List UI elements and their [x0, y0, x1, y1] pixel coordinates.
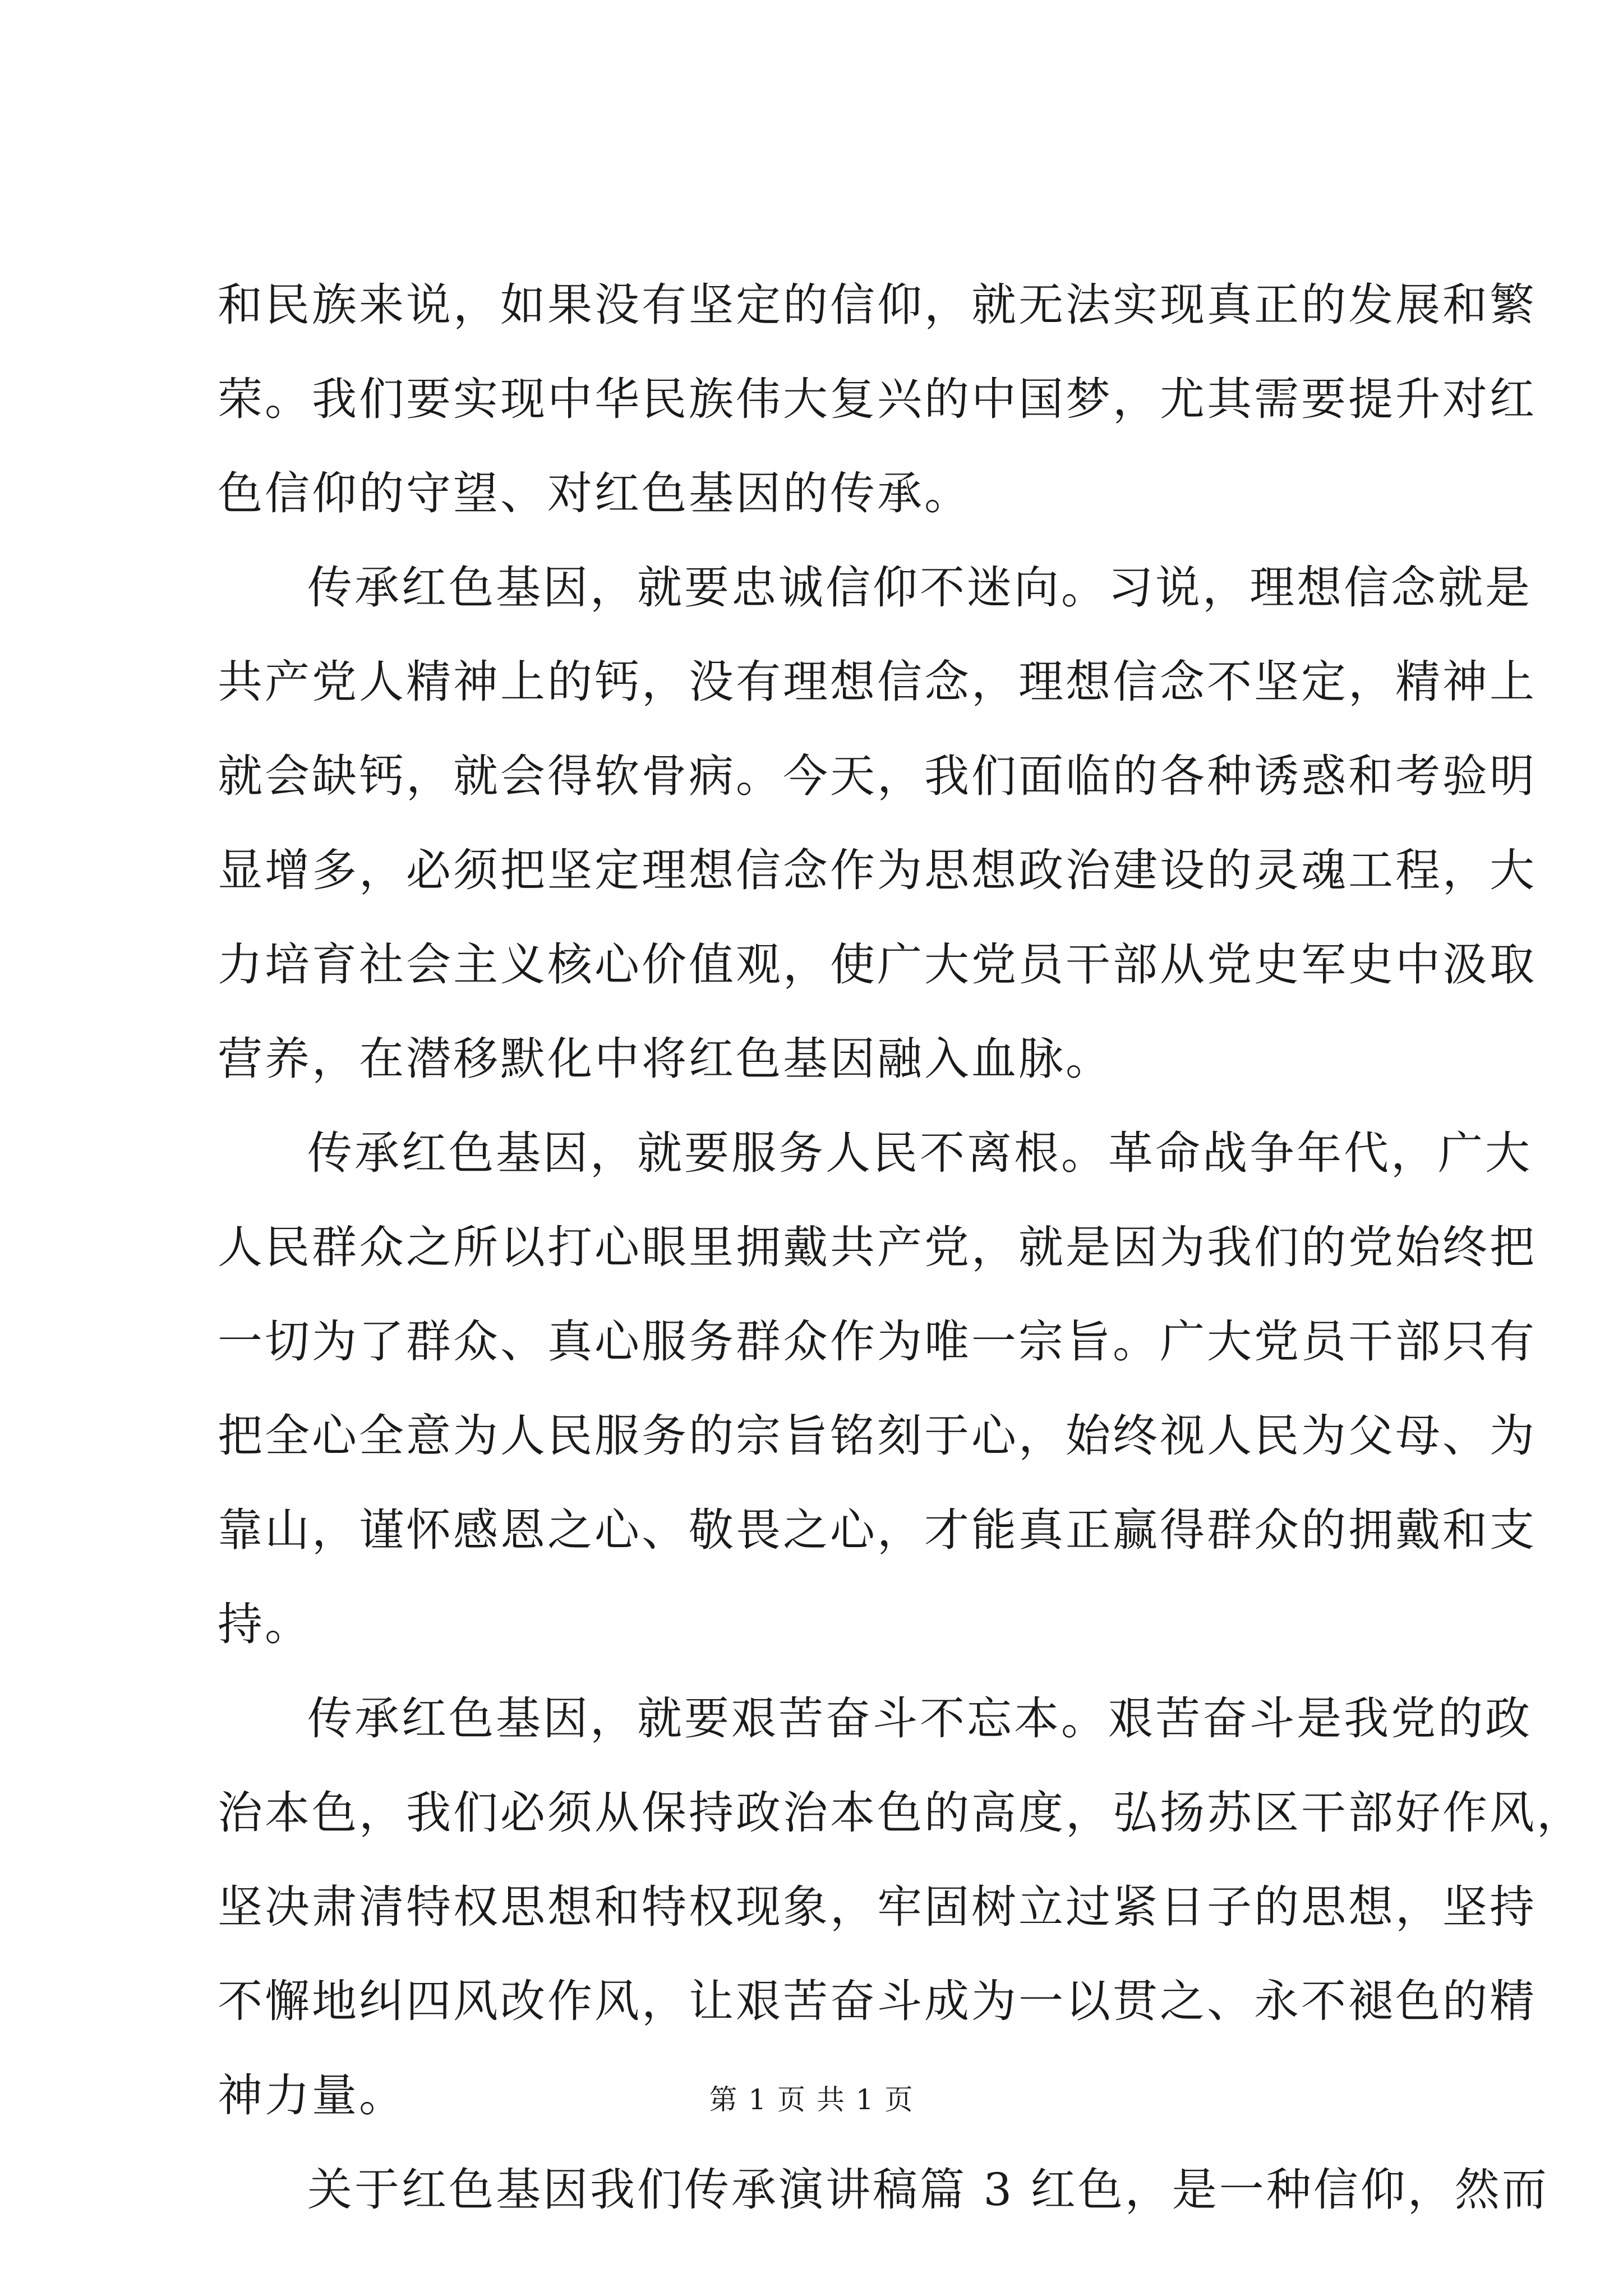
text-line: 营养，在潜移默化中将红色基因融入血脉。 — [218, 1033, 1113, 1085]
text-line: 把全心全意为人民服务的宗旨铭刻于心，始终视人民为父母、为 — [218, 1410, 1537, 1462]
paragraph-start-line: 传承红色基因，就要艰苦奋斗不忘本。艰苦奋斗是我党的政 — [307, 1692, 1532, 1745]
text-line: 显增多，必须把坚定理想信念作为思想政治建设的灵魂工程，大 — [218, 844, 1537, 896]
text-line: 色信仰的守望、对红色基因的传承。 — [218, 467, 971, 519]
text-line: 荣。我们要实现中华民族伟大复兴的中国梦，尤其需要提升对红 — [218, 373, 1537, 425]
text-line: 和民族来说，如果没有坚定的信仰，就无法实现真正的发展和繁 — [218, 279, 1537, 331]
text-line: 力培育社会主义核心价值观，使广大党员干部从党史军史中汲取 — [218, 938, 1537, 991]
page-number-footer: 第 1 页 共 1 页 — [709, 2083, 914, 2116]
text-line: 持。 — [218, 1598, 312, 1650]
text-line: 坚决肃清特权思想和特权现象，牢固树立过紧日子的思想，坚持 — [218, 1881, 1537, 1933]
text-line: 神力量。 — [218, 2069, 406, 2122]
text-line: 共产党人精神上的钙，没有理想信念，理想信念不坚定，精神上 — [218, 656, 1537, 708]
text-line: 靠山，谨怀感恩之心、敬畏之心，才能真正赢得群众的拥戴和支 — [218, 1504, 1537, 1556]
body-text — [218, 258, 1584, 2237]
text-line: 一切为了群众、真心服务群众作为唯一宗旨。广大党员干部只有 — [218, 1315, 1537, 1368]
text-line: 就会缺钙，就会得软骨病。今天，我们面临的各种诱惑和考验明 — [218, 750, 1537, 802]
paragraph-start-line: 传承红色基因，就要服务人民不离根。革命战争年代，广大 — [307, 1127, 1532, 1179]
paragraph-start-line: 关于红色基因我们传承演讲稿篇 3 红色，是一种信仰，然而 — [307, 2164, 1549, 2216]
text-line: 治本色，我们必须从保持政治本色的高度，弘扬苏区干部好作风， — [218, 1787, 1584, 1839]
text-line: 人民群众之所以打心眼里拥戴共产党，就是因为我们的党始终把 — [218, 1221, 1537, 1273]
text-line: 不懈地纠四风改作风，让艰苦奋斗成为一以贯之、永不褪色的精 — [218, 1975, 1537, 2027]
paragraph-start-line: 传承红色基因，就要忠诚信仰不迷向。习说，理想信念就是 — [307, 562, 1532, 614]
